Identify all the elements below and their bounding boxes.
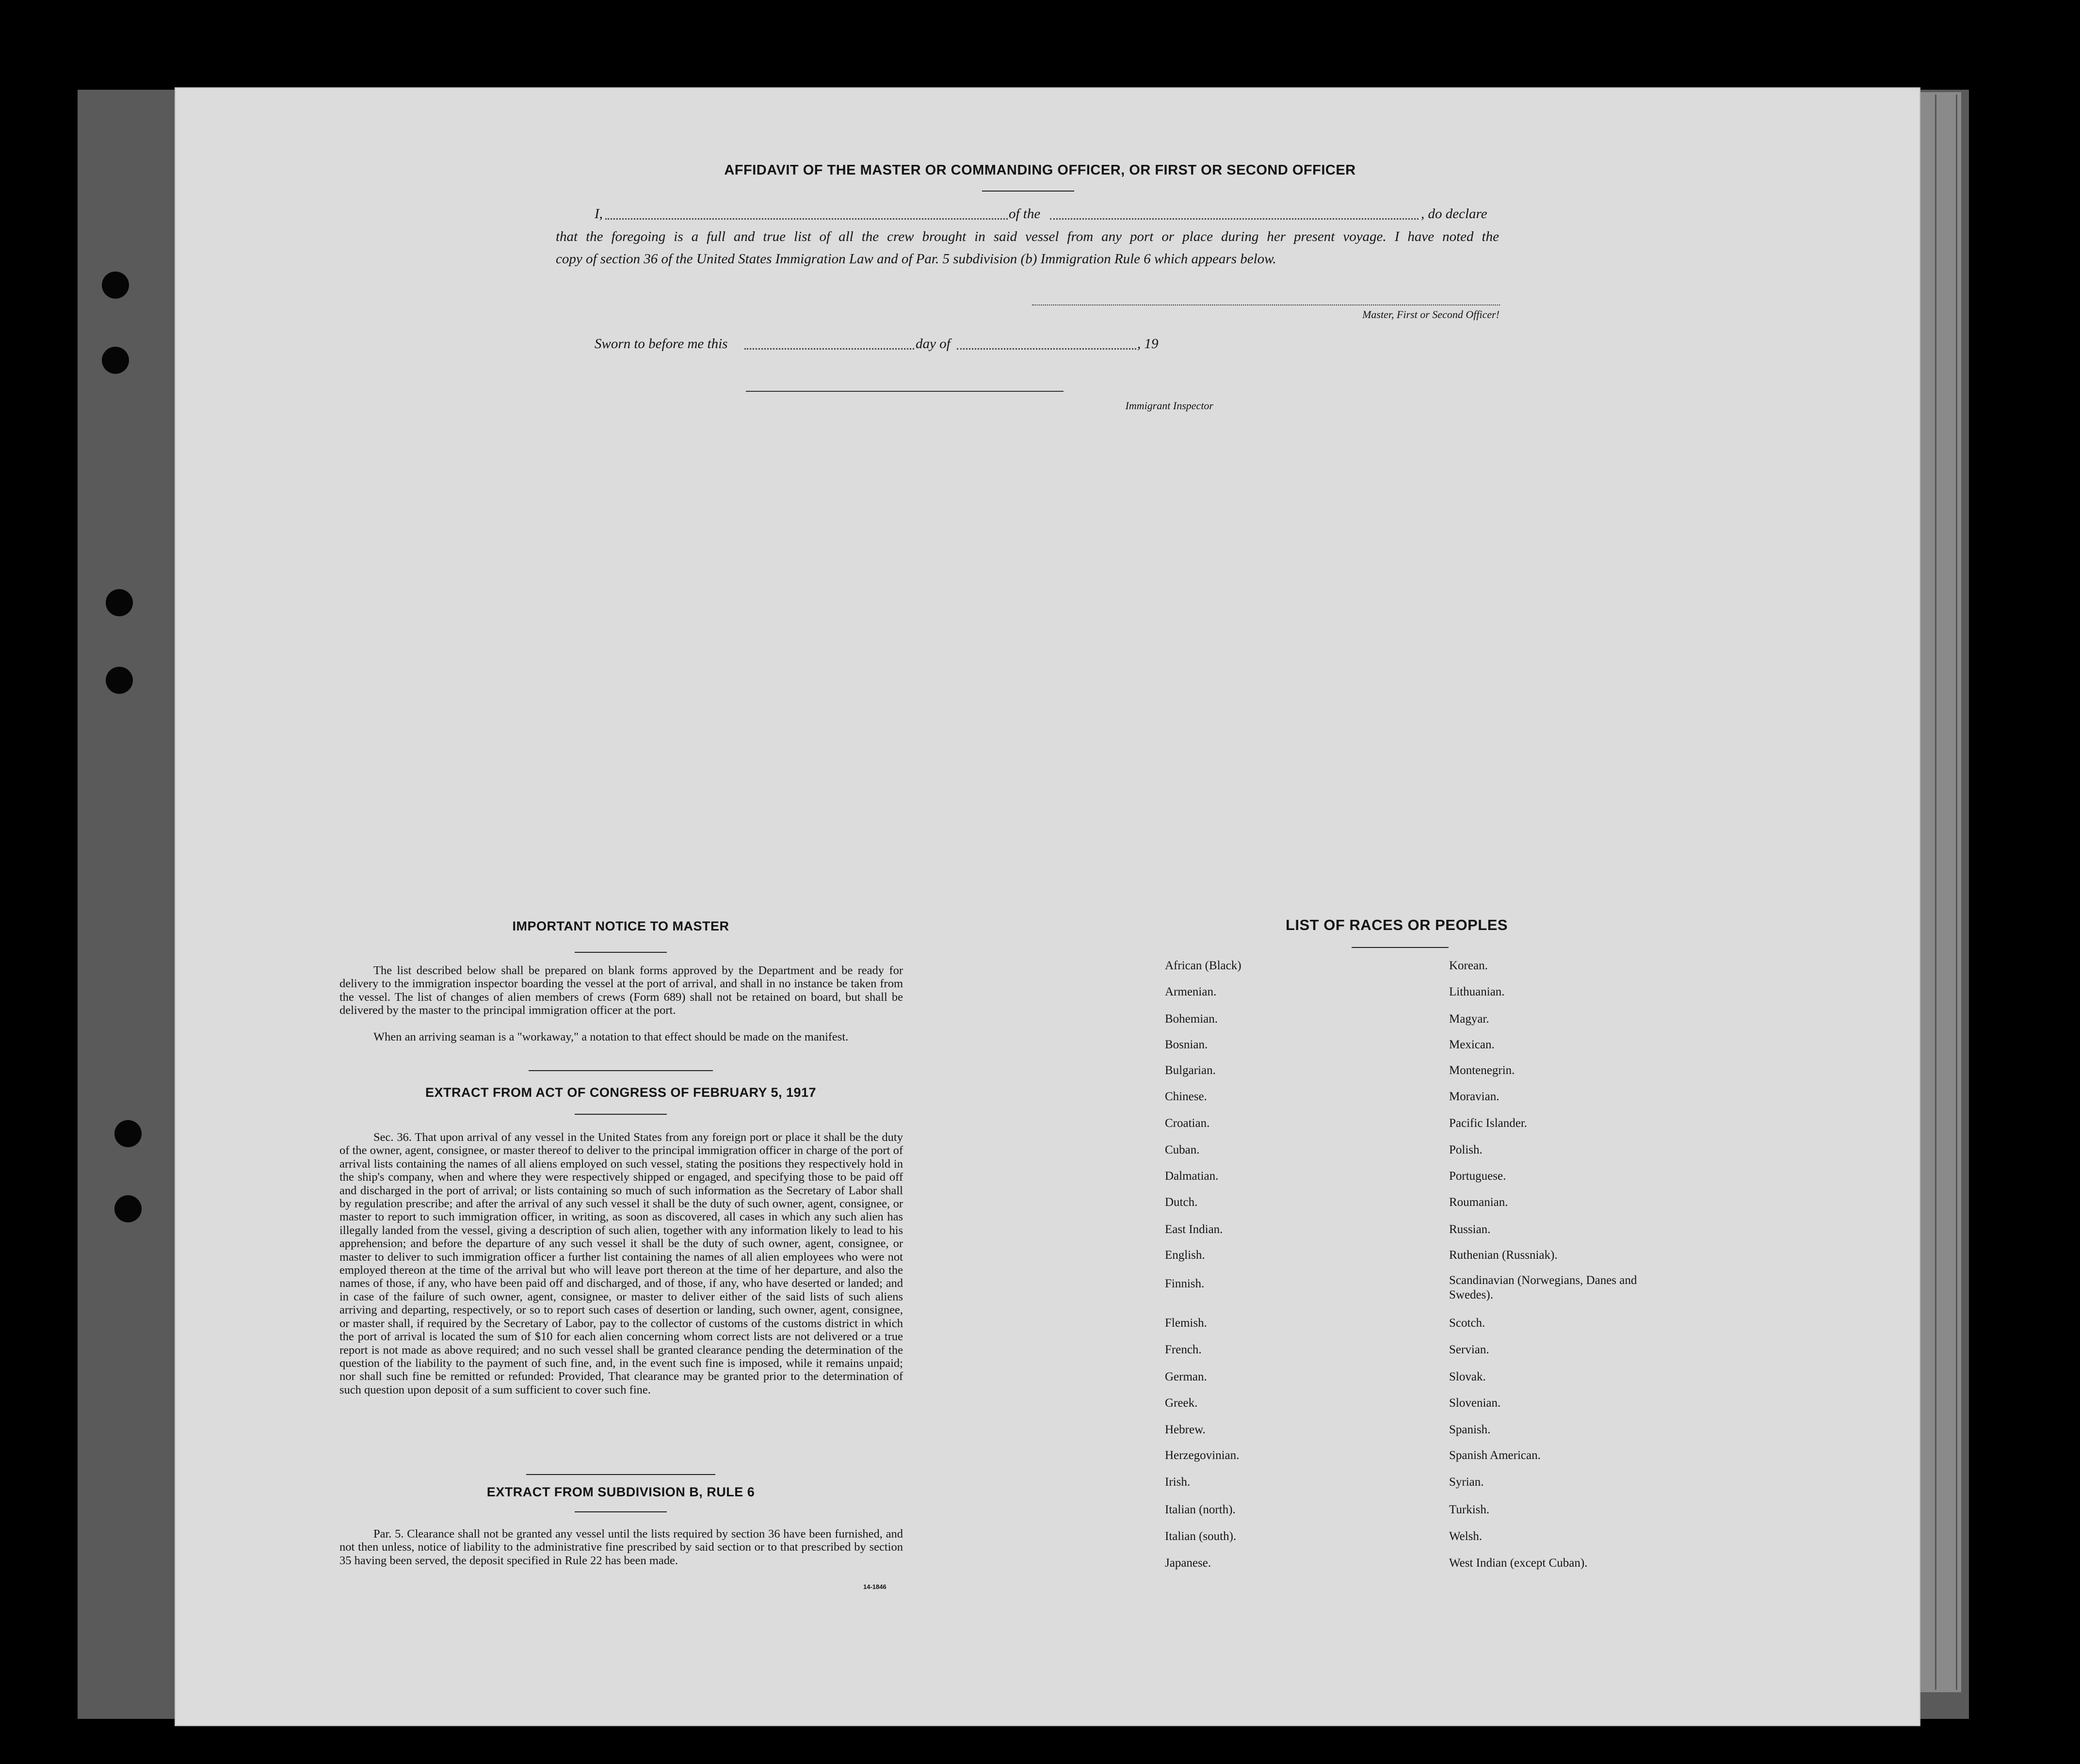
race-item: English.: [1165, 1249, 1205, 1262]
race-item: Dalmatian.: [1165, 1170, 1219, 1183]
race-item: Bulgarian.: [1165, 1064, 1216, 1077]
race-item: Moravian.: [1449, 1090, 1500, 1103]
race-item: Russian.: [1449, 1223, 1491, 1236]
race-item: Finnish.: [1165, 1277, 1205, 1290]
act-text: Sec. 36. That upon arrival of any vessel in the United States from any foreign port or place it shall be the duty of the owner, agent, consignee, or master thereof to deliver to the principal immigration officer in charge of the port of arrival lists containing the names of all aliens employed on such vessel, stating the positions they respectively hold in the ship's company, when and where they were respectively shipped or engaged, and specifying those to be paid off and discharged in the port of arrival; or lists containing so much of such information as the Secretary of Labor shall by regulation prescribe; and after the arrival of any such vessel it shall be the duty of such owner, agent, consignee, or master to report to such immigration officer, in writing, as soon as discovered, all cases in which any such alien has illegally landed from the vessel, giving a description of such alien, together with any information likely to lead to his apprehension; and before the departure of any such vessel it shall be the duty of such owner, agent, consignee, or master to deliver to such immigration officer a further list containing the names of all alien employees who were not employed thereon at the time of the arrival but who will leave port thereon at the time of her departure, and also the names of those, if any, who have been paid off and discharged, and of those, if any, who have deserted or landed; and in case of the failure of such owner, agent, consignee, or master to deliver either of the said lists of such aliens arriving and departing, respectively, or so to report such cases of desertion or landing, such owner, agent, consignee, or master shall, if required by the Secretary of Labor, pay to the collector of customs of the customs district in which the port of arrival is located the sum of $10 for each alien concerning whom correct lists are not delivered or a true report is not made as above required; and no such vessel shall be granted clearance pending the determination of the question of the liability to the payment of such fine, and, in the event such fine is imposed, while it remains unpaid; nor shall such fine be remitted or refunded: Provided, That clearance may be granted prior to the determination of such question upon deposit of a sum sufficient to cover such fine.: [339, 1131, 903, 1396]
year-label: , 19: [1137, 336, 1159, 352]
notice-paragraph-1: The list described below shall be prepared on blank forms approved by the Department and be ready for delivery to the immigration inspector boarding the vessel at the port of arrival, and shall in no instance be taken from the vessel. The list of changes of alien members of crews (Form 689) shall not be retained on board, but shall be delivered by the master to the principal immigration officer at the port.: [339, 964, 903, 1017]
races-underline: [1352, 947, 1449, 948]
binder-hole: [114, 1195, 142, 1222]
sworn-label: Sworn to before me this: [595, 336, 728, 352]
vessel-name-field[interactable]: [1050, 218, 1419, 220]
race-item: Montenegrin.: [1449, 1064, 1515, 1077]
notice-paragraph-2: When an arriving seaman is a "workaway," a notation to that effect should be made on the manifest.: [373, 1030, 849, 1043]
race-item: Scandinavian (Norwegians, Danes and Swedes).: [1449, 1274, 1637, 1301]
race-item: Hebrew.: [1165, 1423, 1206, 1436]
race-item: Polish.: [1449, 1143, 1483, 1156]
binder-hole: [106, 589, 133, 616]
race-item: Turkish.: [1449, 1503, 1490, 1516]
race-item: Greek.: [1165, 1396, 1198, 1410]
race-item: West Indian (except Cuban).: [1449, 1556, 1588, 1570]
sworn-month-field[interactable]: [957, 348, 1136, 350]
divider: [526, 1474, 715, 1475]
race-item: Chinese.: [1165, 1090, 1207, 1103]
master-signature-label: Master, First or Second Officer!: [1362, 308, 1500, 321]
act-heading: EXTRACT FROM ACT OF CONGRESS OF FEBRUARY 5, 1917: [425, 1085, 817, 1100]
underlying-page-edge-2: [1935, 95, 1957, 1690]
race-item: Bohemian.: [1165, 1012, 1218, 1026]
affidavit-line-3: copy of section 36 of the United States Immigration Law and of Par. 5 subdivision (b) Immigration Rule 6 which appears below.: [556, 251, 1276, 267]
affidavit-of-the: of the: [1009, 206, 1041, 222]
binder-hole: [114, 1120, 142, 1147]
binder-hole: [102, 272, 129, 299]
binder-hole: [106, 667, 133, 694]
race-item: Irish.: [1165, 1475, 1191, 1489]
race-item: Italian (south).: [1165, 1530, 1237, 1543]
form-number: 14-1846: [863, 1583, 887, 1590]
rule-text: Par. 5. Clearance shall not be granted any vessel until the lists required by section 36 have been furnished, and not then unless, notice of liability to the administrative fine prescribed by said section or to that prescribed by section 35 having been served, the deposit specified in Rule 22 has been made.: [339, 1527, 903, 1567]
race-item: Lithuanian.: [1449, 985, 1505, 998]
race-item: Syrian.: [1449, 1475, 1484, 1489]
affidavit-i-label: I,: [595, 206, 603, 222]
race-item: Armenian.: [1165, 985, 1217, 998]
race-item: Korean.: [1449, 959, 1488, 972]
race-item: Welsh.: [1449, 1530, 1483, 1543]
races-heading: LIST OF RACES OR PEOPLES: [1285, 916, 1508, 933]
race-item: Cuban.: [1165, 1143, 1200, 1156]
inspector-label: Immigrant Inspector: [1125, 400, 1213, 412]
race-item: Portuguese.: [1449, 1170, 1506, 1183]
notice-underline: [575, 952, 667, 953]
race-item: Spanish American.: [1449, 1449, 1541, 1462]
race-item: Italian (north).: [1165, 1503, 1236, 1516]
race-item: Herzegovinian.: [1165, 1449, 1240, 1462]
race-item: Flemish.: [1165, 1316, 1207, 1330]
inspector-signature-line[interactable]: [746, 391, 1064, 392]
binder-hole: [102, 347, 129, 374]
race-item: Roumanian.: [1449, 1196, 1508, 1209]
act-underline: [575, 1114, 667, 1115]
race-item: Pacific Islander.: [1449, 1117, 1528, 1130]
race-item: East Indian.: [1165, 1223, 1223, 1236]
affidavit-heading: AFFIDAVIT OF THE MASTER OR COMMANDING OFFICER, OR FIRST OR SECOND OFFICER: [724, 162, 1356, 178]
race-item: Dutch.: [1165, 1196, 1198, 1209]
notice-heading: IMPORTANT NOTICE TO MASTER: [512, 919, 729, 933]
day-of-label: day of: [916, 336, 951, 352]
race-item: Japanese.: [1165, 1556, 1211, 1570]
race-item: Croatian.: [1165, 1117, 1210, 1130]
heading-underline: [982, 191, 1074, 192]
race-item: Slovenian.: [1449, 1396, 1501, 1410]
rule-heading: EXTRACT FROM SUBDIVISION B, RULE 6: [486, 1485, 755, 1499]
form-sheet: [175, 87, 1920, 1726]
race-item: Servian.: [1449, 1343, 1489, 1356]
race-item: Scotch.: [1449, 1316, 1485, 1330]
rule-underline: [575, 1511, 667, 1512]
race-item: Mexican.: [1449, 1038, 1495, 1051]
race-item: French.: [1165, 1343, 1202, 1356]
affidavit-do-declare: , do declare: [1421, 206, 1487, 222]
race-item: Magyar.: [1449, 1012, 1489, 1026]
race-item: Bosnian.: [1165, 1038, 1208, 1051]
race-item: Ruthenian (Russniak).: [1449, 1249, 1558, 1262]
race-item: German.: [1165, 1370, 1207, 1383]
affidavit-line-2: that the foregoing is a full and true list of all the crew brought in said vessel from any port or place during her present voyage. I have noted the: [556, 229, 1499, 244]
master-name-field[interactable]: [605, 218, 1008, 220]
race-item: Slovak.: [1449, 1370, 1486, 1383]
sworn-day-field[interactable]: [744, 348, 914, 350]
divider: [529, 1070, 713, 1071]
race-item: African (Black): [1165, 959, 1242, 972]
race-item: Spanish.: [1449, 1423, 1491, 1436]
